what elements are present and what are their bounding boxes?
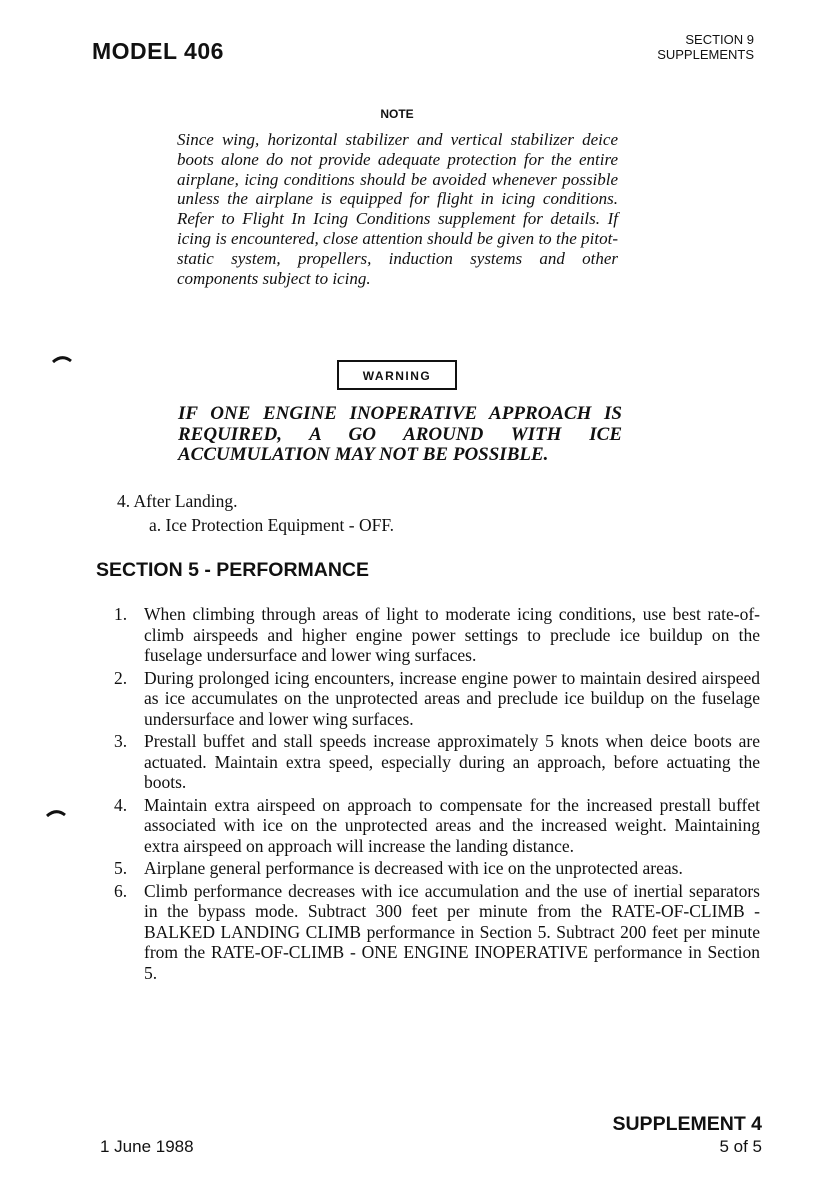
list-item: [114, 858, 760, 879]
section-title: SECTION 5 - PERFORMANCE: [96, 559, 370, 581]
section-label: SECTION 9: [685, 32, 754, 47]
item-text: Airplane general performance is decreased with ice on the unprotected areas.: [144, 858, 683, 878]
page-number: 5 of 5: [719, 1137, 762, 1156]
item-number: 5.: [114, 858, 128, 878]
change-bar-icon: [46, 808, 66, 818]
procedure-step: [117, 490, 238, 512]
item-number: 6.: [114, 880, 128, 901]
step-number: 4.: [117, 491, 131, 511]
item-text: Climb performance decreases with ice accumulation and the use of inertial separators in the bypass mode. Subtract 300 feet per minute from the RATE-OF-CLIMB - BALKED LANDING CLIMB performance in Section 5. Subtract 200 feet per minute from the RATE-OF-CLIMB - ONE ENGINE INOPERATIVE performance in Section 5.: [144, 880, 760, 983]
change-bar-icon: [52, 354, 72, 364]
list-item: [114, 795, 760, 857]
item-number: 2.: [114, 667, 128, 688]
item-number: 1.: [114, 604, 128, 624]
note-text: Since wing, horizontal stabilizer and vertical stabilizer deice boots alone do not provide adequate protection for the entire airplane, icing conditions should be avoided whenever possible unless the airplane is equipped for flight in icing conditions. Refer to Flight In Icing Conditions supplement for details. If icing is encountered, close attention should be given to the pitot-static system, propellers, induction systems and other components subject to icing.: [177, 130, 618, 288]
list-item: [114, 604, 760, 666]
item-text: During prolonged icing encounters, increase engine power to maintain desired airspeed as ice accumulates on the unprotected areas and preclude ice buildup on the fuselage undersurface and lower wing surfaces.: [144, 667, 760, 729]
substep-text: Ice Protection Equipment - OFF.: [165, 515, 395, 535]
item-number: 4.: [114, 794, 128, 815]
item-text: When climbing through areas of light to moderate icing conditions, use best rate-of-climb airspeeds and higher engine power settings to preclude ice buildup on the fuselage undersurface and lower wing surfaces.: [144, 604, 760, 665]
substep-letter: a.: [149, 515, 162, 535]
performance-list: [114, 604, 760, 985]
list-item: [114, 731, 760, 793]
step-text: After Landing.: [133, 491, 238, 511]
procedure-substep: [149, 514, 394, 536]
note-label: NOTE: [380, 107, 414, 121]
warning-label: WARNING: [337, 360, 457, 390]
revision-date: 1 June 1988: [100, 1137, 194, 1156]
supplements-label: SUPPLEMENTS: [657, 47, 754, 62]
list-item: [114, 881, 760, 984]
model-title: MODEL 406: [92, 38, 224, 64]
item-text: Maintain extra airspeed on approach to compensate for the increased prestall buffet associated with ice on the unprotected areas and the increased weight. Maintaining extra airspeed on approach will increase the landing distance.: [144, 794, 760, 856]
item-number: 3.: [114, 731, 128, 751]
warning-text: IF ONE ENGINE INOPERATIVE APPROACH IS REQUIRED, A GO AROUND WITH ICE ACCUMULATION MAY NOT BE POSSIBLE.: [178, 403, 622, 465]
supplement-label: SUPPLEMENT 4: [612, 1113, 762, 1135]
list-item: [114, 668, 760, 730]
item-text: Prestall buffet and stall speeds increase approximately 5 knots when deice boots are actuated. Maintain extra speed, especially during an approach, before actuating the boots.: [144, 731, 760, 792]
section-header: [657, 32, 754, 62]
